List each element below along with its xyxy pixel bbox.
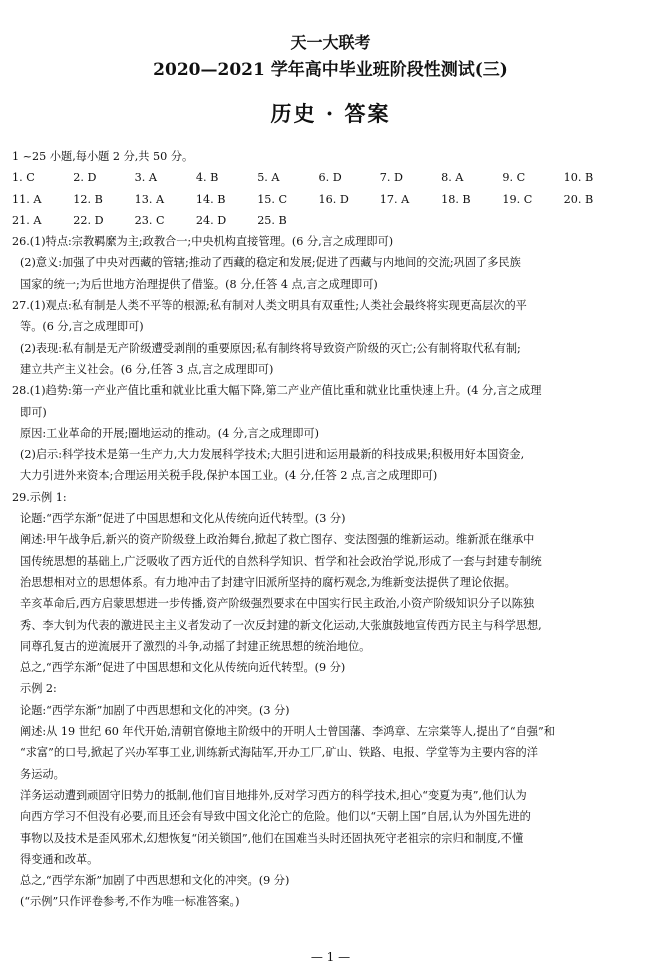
answer-line: (2)意义:加强了中央对西藏的管辖;推动了西藏的稳定和发展;促进了西藏与内地间的交流;巩固了多民族 (20, 256, 521, 270)
answer-item: 21. A (12, 213, 42, 227)
answer-item: 11. A (12, 192, 42, 206)
answer-line: 事物以及技术是歪风邪术,幻想恢复“闭关锁国”,他们在国难当头时还固执死守老祖宗的宗归和制度,不懂 (20, 831, 524, 845)
answer-line: 阐述:从 19 世纪 60 年代开始,清朝官僚地主阶级中的开明人士曾国藩、李鸿章、左宗棠等人,提出了“自强”和 (20, 725, 555, 739)
answer-item: 23. C (134, 213, 165, 227)
answer-item: 24. D (195, 213, 227, 227)
answer-line: 原因:工业革命的开展;圈地运动的推动。(4 分,言之成理即可) (20, 426, 319, 440)
answer-line: 建立共产主义社会。(6 分,任答 3 点,言之成理即可) (20, 362, 274, 376)
answer-item: 13. A (134, 192, 165, 206)
answer-line: 等。(6 分,言之成理即可) (20, 320, 144, 334)
answer-line: (2)启示:科学技术是第一生产力,大力发展科学技术;大胆引进和运用最新的科技成果;积极用好本国资金, (20, 448, 525, 462)
answer-item: 9. C (502, 171, 526, 185)
answer-row (12, 189, 648, 210)
answer-item: 8. A (441, 171, 464, 185)
answer-item: 12. B (73, 192, 103, 206)
answer-line: 论题:“西学东渐”加剧了中西思想和文化的冲突。(3 分) (20, 703, 290, 717)
answer-line: (2)表现:私有制是无产阶级遭受剥削的重要原因;私有制终将导致资产阶级的灭亡;公有制将取代私有制; (20, 341, 521, 355)
answer-line: 29.示例 1: (12, 490, 67, 504)
answer-item: 1. C (12, 171, 35, 185)
answer-row (12, 210, 648, 231)
answer-line: 论题:“西学东渐”促进了中国思想和文化从传统向近代转型。(3 分) (20, 512, 346, 526)
answer-item: 17. A (379, 192, 410, 206)
choice-instructions: 1 ~25 小题,每小题 2 分,共 50 分。 (12, 150, 194, 163)
answer-item: 7. D (379, 171, 403, 185)
exam-title: 2020—2021 学年高中毕业班阶段性测试(三) (153, 60, 508, 80)
answer-item: 4. B (195, 171, 219, 185)
answer-line: 阐述:甲午战争后,新兴的资产阶级登上政治舞台,掀起了救亡图存、变法图强的维新运动。维新派在继承中 (20, 533, 535, 547)
answer-item: 18. B (441, 192, 471, 206)
answer-line: 大力引进外来资本;合理运用关税手段,保护本国工业。(4 分,任答 2 点,言之成理即可) (20, 469, 438, 483)
answer-row (12, 167, 648, 188)
answer-line: 26.(1)特点:宗教羁縻为主;政教合一;中央机构直接管理。(6 分,言之成理即可) (12, 235, 394, 249)
answer-line: 治思想相对立的思想体系。有力地冲击了封建守旧派所坚持的腐朽观念,为维新变法提供了理论依据。 (20, 575, 516, 589)
answer-item: 5. A (257, 171, 280, 185)
answer-line: 国家的统一;为后世地方治理提供了借鉴。(8 分,任答 4 点,言之成理即可) (20, 277, 378, 291)
answer-item: 15. C (257, 192, 288, 206)
answer-line: 即可) (20, 405, 47, 419)
answer-line: “求富”的口号,掀起了兴办军事工业,训练新式海陆军,开办工厂,矿山、铁路、电报、学堂等为主要内容的洋 (20, 746, 538, 760)
answer-line: 务运动。 (20, 767, 65, 781)
answer-line: 洋务运动遭到顽固守旧势力的抵制,他们盲目地排外,反对学习西方的科学技术,担心“变夏为夷”,他们认为 (20, 788, 527, 802)
answer-item: 2. D (73, 171, 97, 185)
subject-title: 历史 · 答案 (270, 101, 391, 126)
answer-line: 28.(1)趋势:第一产业产值比重和就业比重大幅下降,第二产业产值比重和就业比重快速上升。(4 分,言之成理 (12, 384, 542, 398)
answer-line: 示例 2: (20, 682, 57, 696)
answer-line: 辛亥革命后,西方启蒙思想进一步传播,资产阶级强烈要求在中国实行民主政治,小资产阶级知识分子以陈独 (20, 597, 535, 611)
answer-line: 国传统思想的基础上,广泛吸收了西方近代的自然科学知识、哲学和社会政治学说,形成了一套与封建专制统 (20, 554, 542, 568)
answer-item: 20. B (563, 192, 594, 206)
answer-item: 22. D (73, 213, 104, 227)
answer-item: 14. B (195, 192, 226, 206)
answer-item: 6. D (318, 171, 342, 185)
answer-line: (“示例”只作评卷参考,不作为唯一标准答案。) (20, 895, 240, 909)
answer-line: 得变通和改革。 (20, 852, 99, 866)
free-response-answers (12, 231, 648, 913)
answer-item: 16. D (318, 192, 349, 206)
answer-item: 19. C (502, 192, 533, 206)
answer-line: 27.(1)观点:私有制是人类不平等的根源;私有制对人类文明具有双重性;人类社会最终将实现更高层次的平 (12, 299, 527, 313)
answer-line: 秀、李大钊为代表的激进民主主义者发动了一次反封建的新文化运动,大张旗鼓地宣传西方民主与科学思想, (20, 618, 542, 632)
multiple-choice-answers (12, 167, 648, 231)
answer-line: 向西方学习不但没有必要,而且还会有导致中国文化沦亡的危险。他们以“天朝上国”自居,认为外国先进的 (20, 810, 531, 824)
answer-item: 25. B (257, 213, 287, 227)
answer-item: 10. B (563, 171, 594, 185)
answer-item: 3. A (134, 171, 157, 185)
answer-line: 总之,“西学东渐”加剧了中西思想和文化的冲突。(9 分) (20, 874, 290, 888)
answer-line: 同尊孔复古的逆流展开了激烈的斗争,动摇了封建正统思想的统治地位。 (20, 639, 371, 653)
answer-line: 总之,“西学东渐”促进了中国思想和文化从传统向近代转型。(9 分) (20, 661, 346, 675)
page-number: — 1 — (310, 950, 351, 964)
exam-organizer: 天一大联考 (290, 33, 371, 52)
answer-content (12, 146, 648, 913)
